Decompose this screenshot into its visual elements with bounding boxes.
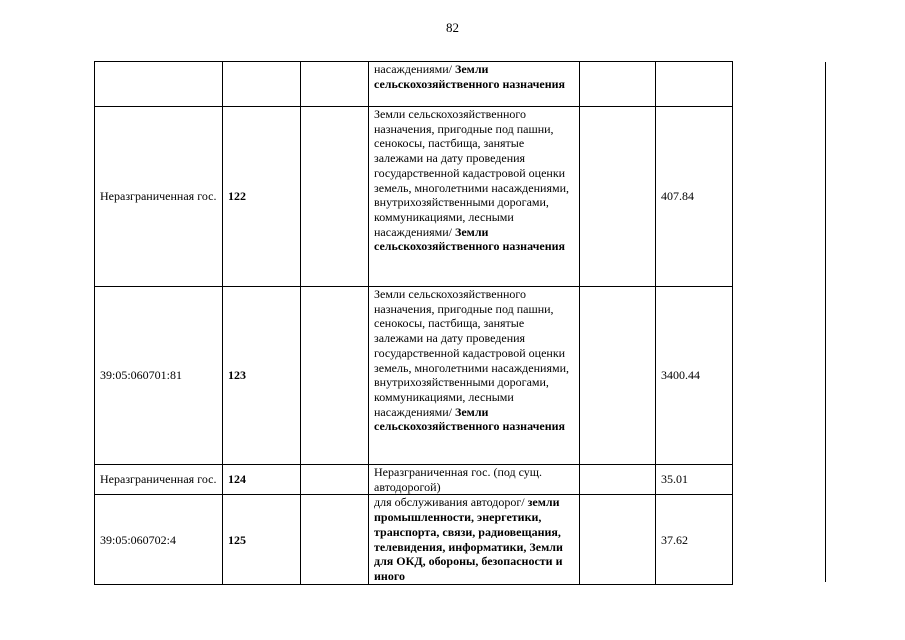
number-cell [223, 62, 301, 107]
area-cell: 407.84 [656, 107, 733, 287]
margin-line [825, 62, 826, 582]
number-cell: 125 [223, 495, 301, 585]
table-row [95, 62, 733, 107]
area-cell [656, 62, 733, 107]
description-text: Неразграниченная гос. (под сущ. автодорогой) [374, 465, 543, 494]
owner-cell: 39:05:060702:4 [95, 495, 223, 585]
table-row [95, 465, 733, 495]
area-cell: 3400.44 [656, 287, 733, 465]
land-plots-table [94, 61, 733, 585]
description-text: Земли сельскохозяйственного назначения, пригодные под пашни, сенокосы, пастбища, занятые залежами на дату проведения государственной кадастровой оценки земель, многолетними насаждениями, внутрихозяйственными дорогами, коммуникациями, лесными насаждениями/ [374, 107, 569, 239]
number-cell: 122 [223, 107, 301, 287]
empty-cell [580, 62, 656, 107]
description-text: насаждениями/ [374, 62, 455, 76]
table-row [95, 495, 733, 585]
owner-cell: Неразграниченная гос. [95, 465, 223, 495]
page-number: 82 [446, 20, 459, 35]
land-category: земли промышленности, энергетики, транспорта, связи, радиовещания, телевидения, информатики, Земли для ОКД, обороны, безопасности и иного [374, 495, 563, 583]
table-row [95, 107, 733, 287]
empty-cell [580, 465, 656, 495]
number-cell: 123 [223, 287, 301, 465]
description-cell [369, 107, 580, 287]
description-cell [369, 495, 580, 585]
empty-cell [580, 495, 656, 585]
empty-cell [580, 287, 656, 465]
description-cell [369, 62, 580, 107]
description-text: для обслуживания автодорог/ [374, 495, 528, 510]
number-cell: 124 [223, 465, 301, 495]
empty-cell [301, 287, 369, 465]
description-cell [369, 287, 580, 465]
owner-cell: Неразграниченная гос. [95, 107, 223, 287]
empty-cell [580, 107, 656, 287]
empty-cell [301, 107, 369, 287]
empty-cell [301, 465, 369, 495]
owner-cell [95, 62, 223, 107]
area-cell: 37.62 [656, 495, 733, 585]
area-cell: 35.01 [656, 465, 733, 495]
owner-cell: 39:05:060701:81 [95, 287, 223, 465]
empty-cell [301, 62, 369, 107]
land-category: Земли сельскохозяйственного назначения [374, 224, 566, 254]
table-row [95, 287, 733, 465]
land-category: Земли сельскохозяйственного назначения [374, 62, 566, 91]
empty-cell [301, 495, 369, 585]
land-category: Земли сельскохозяйственного назначения [374, 404, 566, 434]
description-cell [369, 465, 580, 495]
description-text: Земли сельскохозяйственного назначения, пригодные под пашни, сенокосы, пастбища, занятые залежами на дату проведения государственной кадастровой оценки земель, многолетними насаждениями, внутрихозяйственными дорогами, коммуникациями, лесными насаждениями/ [374, 287, 569, 419]
